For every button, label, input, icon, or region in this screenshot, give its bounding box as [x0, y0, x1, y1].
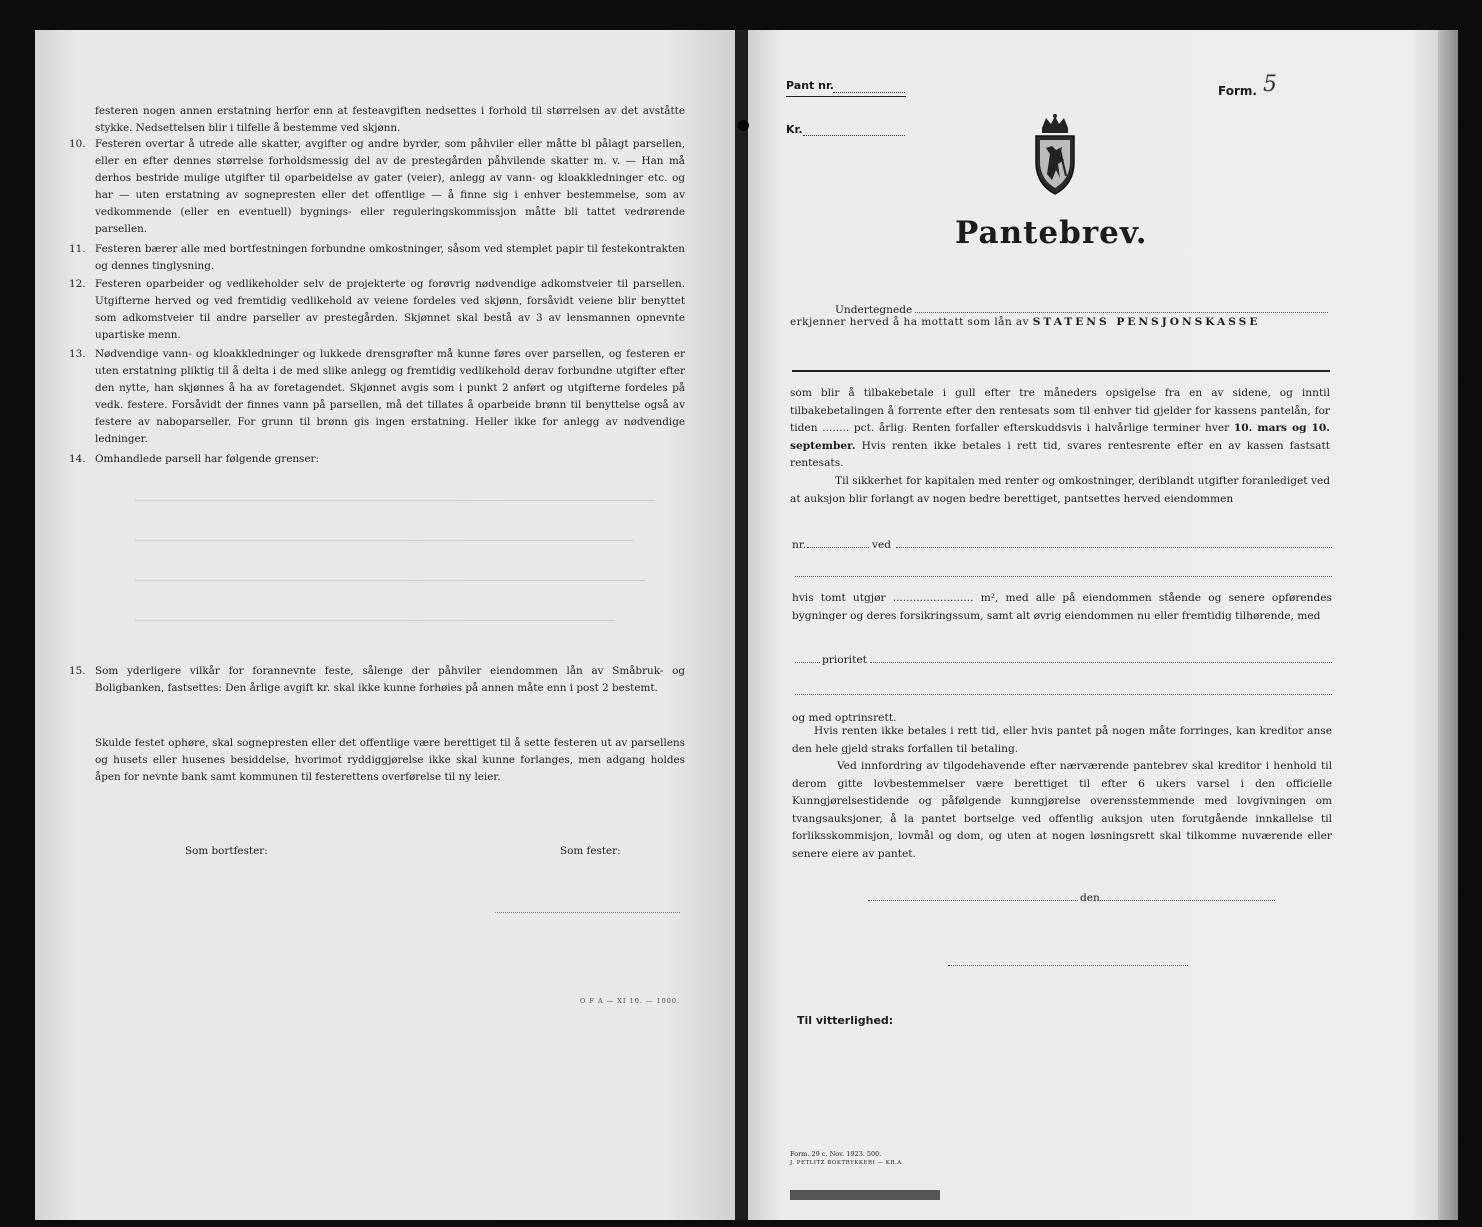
norwegian-coat-of-arms-icon: [1032, 114, 1078, 196]
repayment-text-cont: Hvis renten ikke betales i rett tid, svares rentesrente efter en av kassen fastsatt rentesats.: [790, 439, 1330, 469]
clause-number: 11.: [69, 243, 86, 255]
clause-number: 14.: [69, 453, 86, 465]
clause-11: [69, 241, 685, 275]
clause-number: 10.: [69, 138, 86, 150]
clause-13: [69, 346, 685, 448]
form-footer: Form. 29 c. Nov. 1923. 500.: [790, 1150, 882, 1158]
heavy-rule: [792, 370, 1330, 372]
left-intro-text: [95, 103, 685, 137]
faint-bleedthrough-line: [135, 620, 615, 621]
property-paragraph: hvis tomt utgjør ........................ m², med alle på eiendommen stående og senere opførendes bygninger og deres forsikringssum, samt alt øvrig eiendommen nu eller fremtidig tilhørende, med: [792, 592, 1332, 622]
prioritet-field[interactable]: [870, 662, 1332, 663]
term-dates: 10. mars og 10. september.: [790, 422, 1330, 452]
form-label: Form.: [1218, 84, 1257, 98]
date-field[interactable]: [1100, 900, 1275, 901]
clause-number: 13.: [69, 348, 86, 360]
nr-field[interactable]: [807, 547, 869, 548]
prioritet-number-field[interactable]: [795, 662, 820, 663]
lender-name: STATENS PENSJONSKASSE: [1032, 316, 1261, 328]
clause-number: 12.: [69, 278, 86, 290]
rule-line: [786, 96, 906, 97]
clause-15: [69, 663, 685, 697]
address-field[interactable]: [795, 576, 1332, 577]
signature-line: [495, 912, 680, 913]
erkjenner-text: erkjenner herved å ha mottatt som lån av: [790, 316, 1029, 328]
clause-14: [69, 451, 685, 468]
repayment-paragraph: [790, 385, 1330, 473]
form-number-handwritten: 5: [1263, 72, 1277, 97]
clause-text: Som yderligere vilkår for forannevnte feste, sålenge der påhviler eiendommen lån av Småbruk- og Boligbanken, fastsettes: Den årlige avgift kr. skal ikke kunne forhøies på annen måte enn i post 2 bestemt.: [95, 665, 685, 694]
printer-footer: J. PETLITZ BOKTRYKKERI — KR.A: [790, 1160, 902, 1166]
erkjenner-line: [790, 314, 1330, 332]
clause-text: Festeren bærer alle med bortfestningen forbundne omkostninger, såsom ved stemplet papir til festekontrakten og dennes tinglysning.: [95, 243, 685, 272]
kr-field[interactable]: [803, 135, 905, 136]
enforcement-paragraph: Ved innfordring av tilgodehavende efter nærværende pantebrev skal kreditor i henhold til derom gitte lovbestemmelser være berettiget til efter 6 ukers varsel i den officielle Kunngjørelsestidende og påfølgende kunngjørelse overensstemmende med lovgivningen om tvangsauksjoner, å la pantet bortselge ved offentlig auksjon uten forutgående innkallelse til forliksskommisjon, lovmål og dom, og uten at nogen løsningsrett skal tilkomme nuværende eller senere eiere av pantet.: [792, 760, 1332, 860]
undertegnede-field[interactable]: [915, 312, 1328, 313]
default-paragraph: Hvis renten ikke betales i rett tid, eller hvis pantet på nogen måte forringes, kan kreditor anse den hele gjeld straks forfallen til betaling.: [792, 725, 1332, 755]
document-title: Pantebrev.: [955, 215, 1148, 251]
page-edge: [1438, 30, 1458, 1220]
security-paragraph: Til sikkerhet for kapitalen med renter og omkostninger, deriblandt utgifter foranlediget ved at auksjon blir forlangt av nogen bedre berettiget, pantsettes herved eiendommen: [790, 475, 1330, 505]
den-label: den: [1080, 892, 1100, 904]
pant-nr-label: Pant nr.: [786, 79, 834, 92]
place-field[interactable]: [868, 900, 1078, 901]
kr-label: Kr.: [786, 123, 803, 136]
binding-hole: [738, 120, 749, 131]
optrinsrett-text: og med optrinsrett.: [792, 712, 897, 724]
clause-number: 15.: [69, 665, 86, 677]
clause-text: Festeren overtar å utrede alle skatter, avgifter og andre byrder, som påhviler eller måtte bl pålagt parsellen, eller en efter dennes størrelse forholdsmessig del av de prestegården påhvilende skatter m. v. — Han må derhos bestride mulige utgifter til oparbeidelse av gater (veier), anlegg av vann- og kloakkledninger etc. og har — uten erstatning av sognepresten eller det offentlige — å finne sig i enhver bestemmelse, som av vedkommende (eller en eventuell) bygnings- eller reguleringskommissjon måtte bli tattet vedrørende parsellen.: [95, 138, 685, 235]
clause-text: Festeren oparbeider og vedlikeholder selv de projekterte og forøvrig nødvendige adkomstveier til parsellen. Utgifterne herved og ved fremtidig vedlikehold av veiene fordeles ved skjønn, forsåvidt veiene blir benyttet som adkomstveier til andre parseller av prestegården. Skjønnet skal bestå av 3 av lensmannen opnevnte upartiske menn.: [95, 278, 685, 341]
clause-10: [69, 136, 685, 238]
prioritet-field-2[interactable]: [795, 694, 1332, 695]
signature-bortfester-label: Som bortfester:: [185, 845, 268, 857]
faint-bleedthrough-line: [135, 540, 635, 541]
repayment-text: som blir å tilbakebetale i gull efter tre måneders opsigelse fra en av sidene, og inntil tilbakebetalingen å forrente efter den rentesats som til enhver tid gjelder for kassens pantelån, for tiden ........ pct. årlig. Renten forfaller efterskuddsvis i halvårlige terminer hver: [790, 387, 1330, 434]
clause-text: Nødvendige vann- og kloakkledninger og lukkede drensgrøfter må kunne føres over parsellen, og festeren er uten erstatning pliktig til å delta i de med slike anlegg og fremtidig vedlikehold derav forbundne utgifter efter den nytte, han skjønnes å ha av foretagendet. Skjønnet avgis som i punkt 2 anført og utgifterne fordeles på vedk. festere. Forsåvidt der finnes vann på parsellen, må det tillates å oparbeide brønn til benyttelse også av festere av naboparseller. For grunn til brønn gis ingen erstatning. Heller ikke for anlegg av nødvendige ledninger.: [95, 348, 685, 445]
nr-label: nr.: [792, 539, 807, 551]
printer-mark: O F A — XI 10. — 1000.: [580, 997, 681, 1005]
clause-text: Omhandlede parsell har følgende grenser:: [95, 453, 320, 465]
undertegnede-label: Undertegnede: [835, 304, 913, 316]
witness-label: Til vitterlighed:: [797, 1014, 894, 1027]
intro-text: festeren nogen annen erstatning herfor enn at festeavgiften nedsettes i forhold til størrelsen av det avståtte stykke. Nedsettelsen blir i tilfelle å bestemme ved skjønn.: [95, 105, 685, 134]
right-page: [748, 30, 1438, 1220]
book-gutter: [735, 30, 748, 1220]
clause-12: [69, 276, 685, 344]
faint-bleedthrough-line: [135, 580, 645, 581]
signature-fester-label: Som fester:: [560, 845, 621, 857]
bottom-strip: [790, 1190, 940, 1200]
faint-bleedthrough-line: [135, 500, 655, 501]
pant-nr-field[interactable]: [833, 92, 905, 93]
ved-label: ved: [872, 539, 892, 551]
signature-field[interactable]: [948, 965, 1188, 966]
clause-15-paragraph: Skulde festet ophøre, skal sognepresten eller det offentlige være berettiget til å sette festeren ut av parsellens og husets eller husenes besiddelse, hvorimot ryddiggjørelse ikke skal kunne forlanges, men adgang holdes åpen for nevnte bank samt kommunen til festerettens overførelse til ny leier.: [95, 737, 685, 783]
prioritet-label: prioritet: [822, 654, 867, 666]
ved-field[interactable]: [896, 547, 1332, 548]
